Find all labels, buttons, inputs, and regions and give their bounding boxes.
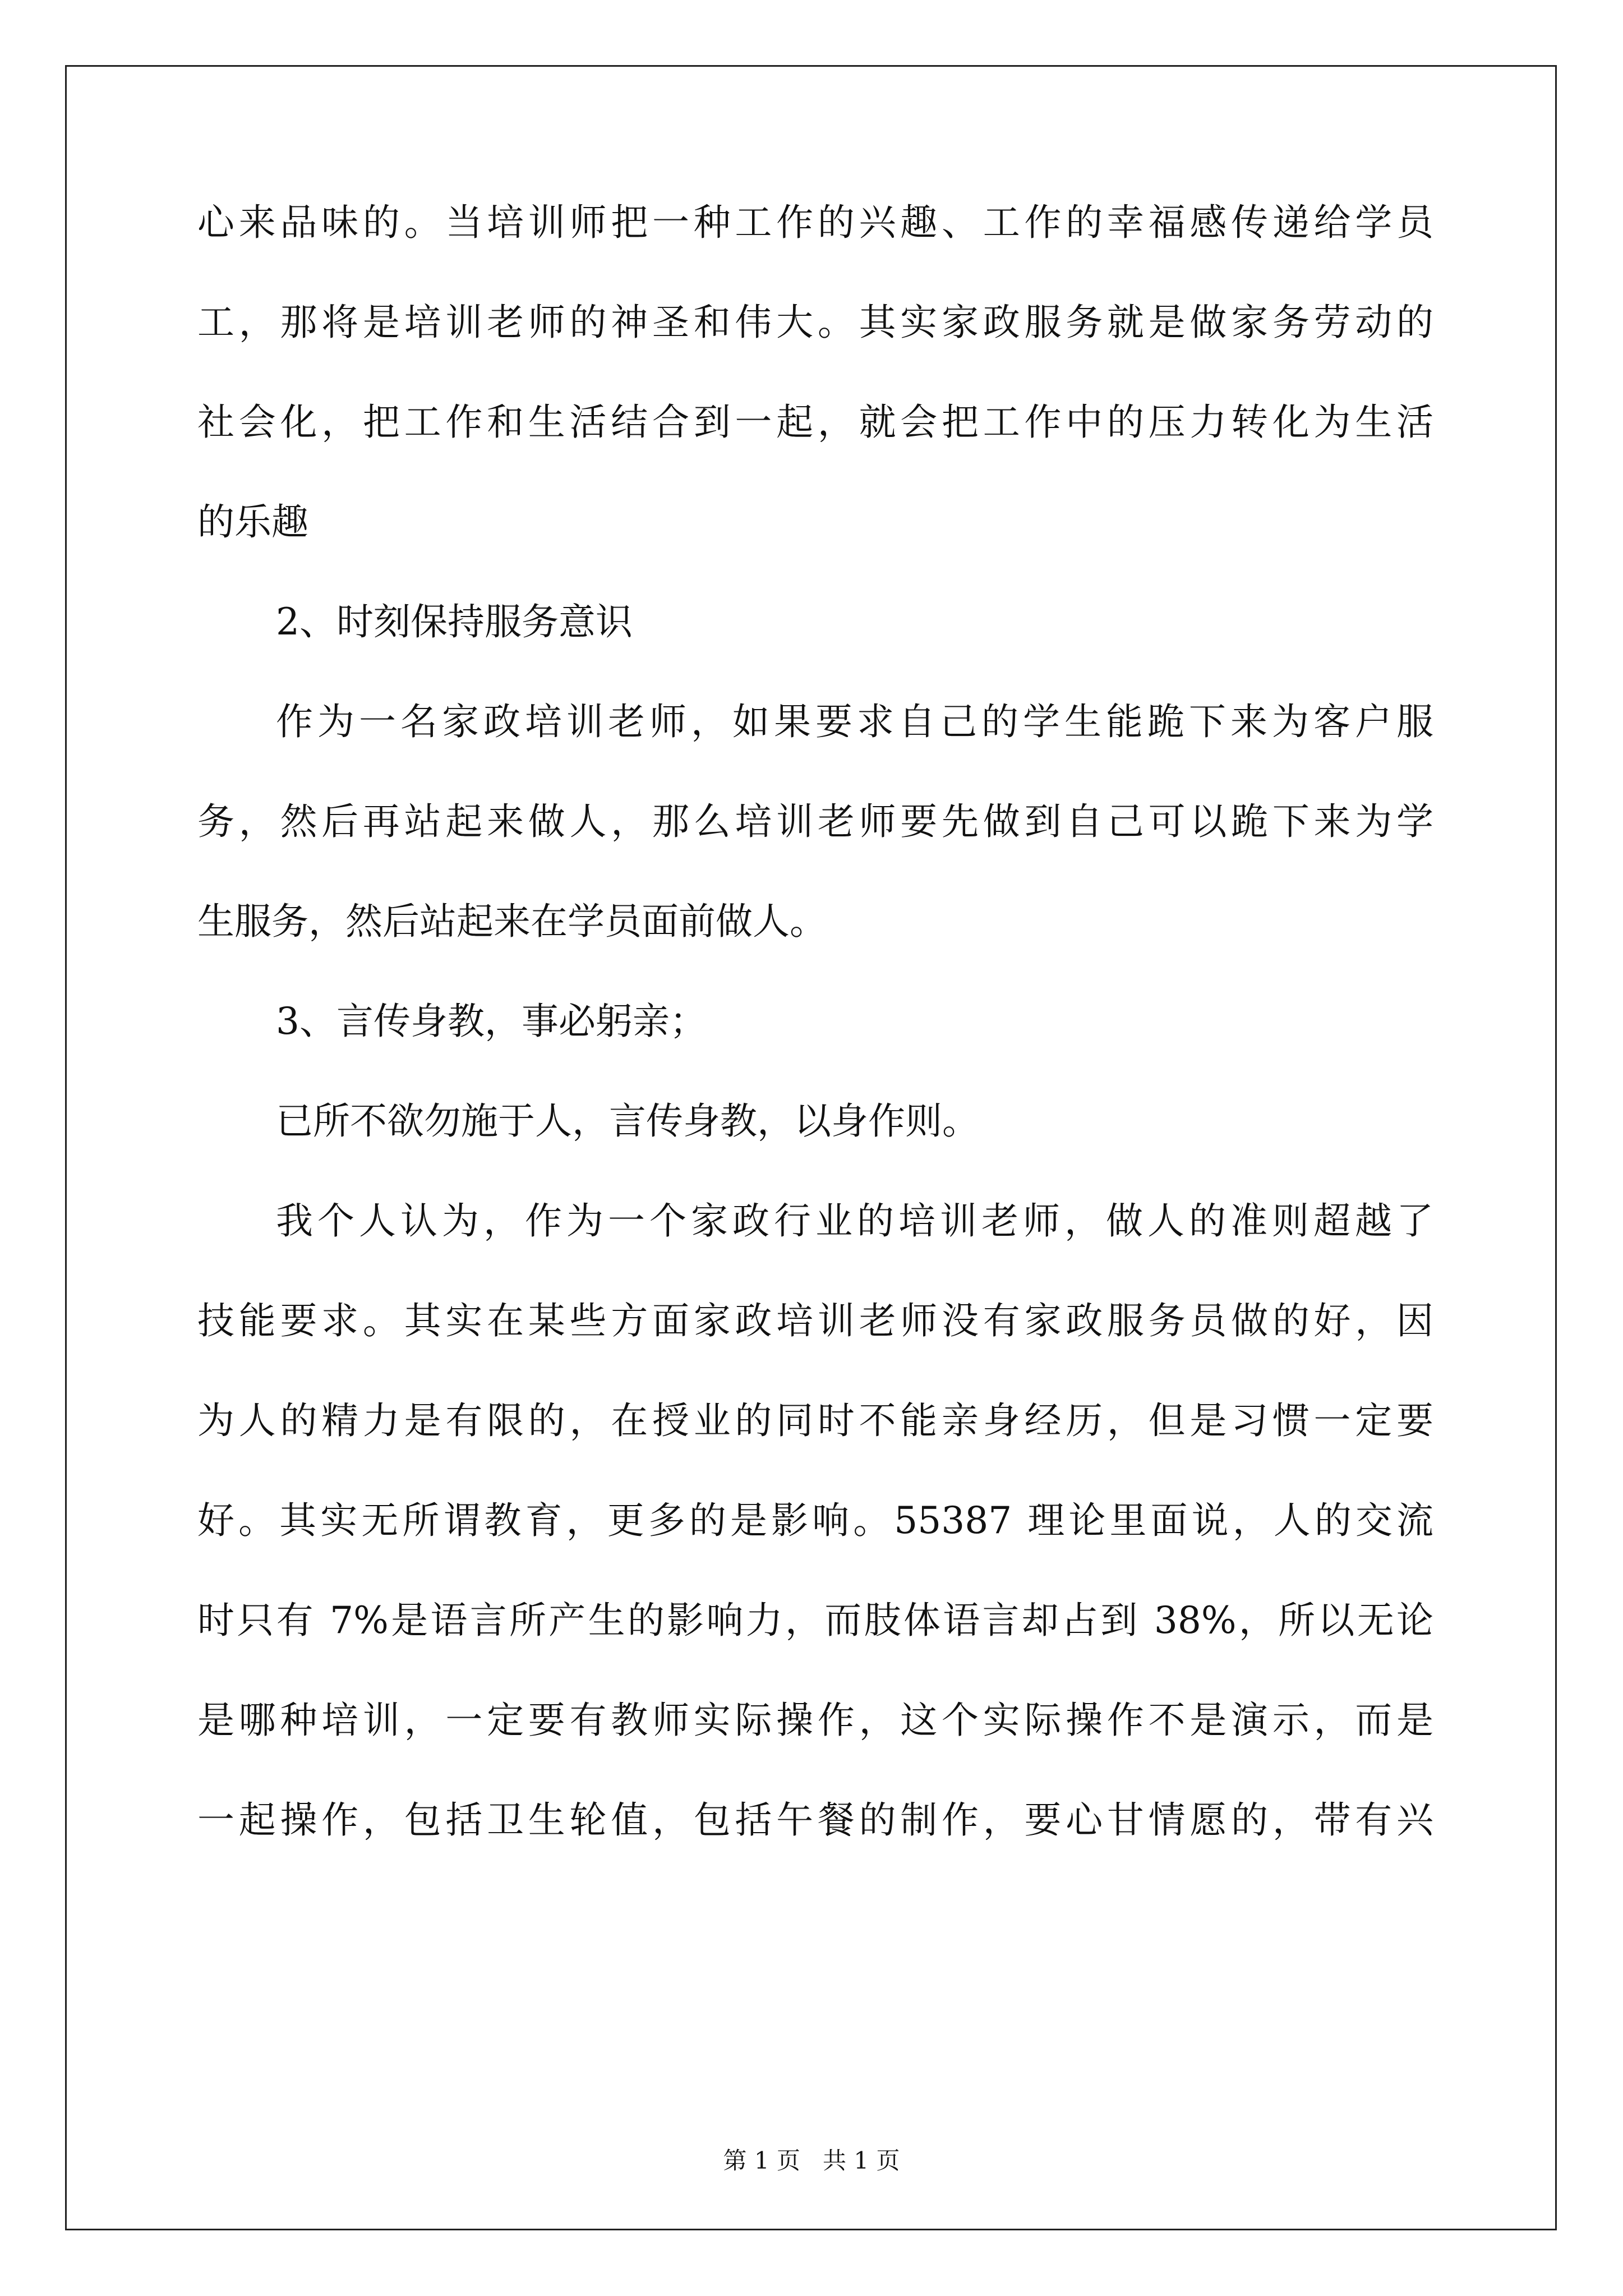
text-line: 时只有 7%是语言所产生的影响力，而肢体语言却占到 38%，所以无论 [197, 1599, 1433, 1642]
page-footer [0, 2145, 1623, 2177]
text-line: 作为一名家政培训老师，如果要求自己的学生能跪下来为客户服 [276, 700, 1433, 743]
text-line: 是哪种培训，一定要有教师实际操作，这个实际操作不是演示，而是 [197, 1699, 1433, 1742]
text-line: 心来品味的。当培训师把一种工作的兴趣、工作的幸福感传递给学员 [197, 201, 1433, 244]
text-line: 已所不欲勿施于人，言传身教，以身作则。 [276, 1099, 979, 1143]
text-line: 生服务，然后站起来在学员面前做人。 [197, 900, 827, 943]
page-number: 第 1 页 [723, 2147, 800, 2174]
text-line: 好。其实无所谓教育，更多的是影响。55387 理论里面说，人的交流 [197, 1499, 1433, 1542]
section-heading: 2、时刻保持服务意识 [276, 600, 633, 643]
text-line: 一起操作，包括卫生轮值，包括午餐的制作，要心甘情愿的，带有兴 [197, 1798, 1433, 1842]
text-line: 社会化，把工作和生活结合到一起，就会把工作中的压力转化为生活 [197, 401, 1433, 444]
page-total: 共 1 页 [823, 2147, 900, 2174]
section-heading: 3、言传身教，事必躬亲； [276, 1000, 707, 1043]
text-line: 技能要求。其实在某些方面家政培训老师没有家政服务员做的好，因 [197, 1299, 1433, 1342]
text-line: 我个人认为，作为一个家政行业的培训老师，做人的准则超越了 [276, 1199, 1433, 1243]
text-line: 为人的精力是有限的，在授业的同时不能亲身经历，但是习惯一定要 [197, 1399, 1433, 1442]
text-line: 务，然后再站起来做人，那么培训老师要先做到自己可以跪下来为学 [197, 800, 1433, 843]
text-line: 工，那将是培训老师的神圣和伟大。其实家政服务就是做家务劳动的 [197, 301, 1433, 344]
text-line: 的乐趣 [197, 500, 308, 544]
page-border [65, 65, 1557, 2230]
